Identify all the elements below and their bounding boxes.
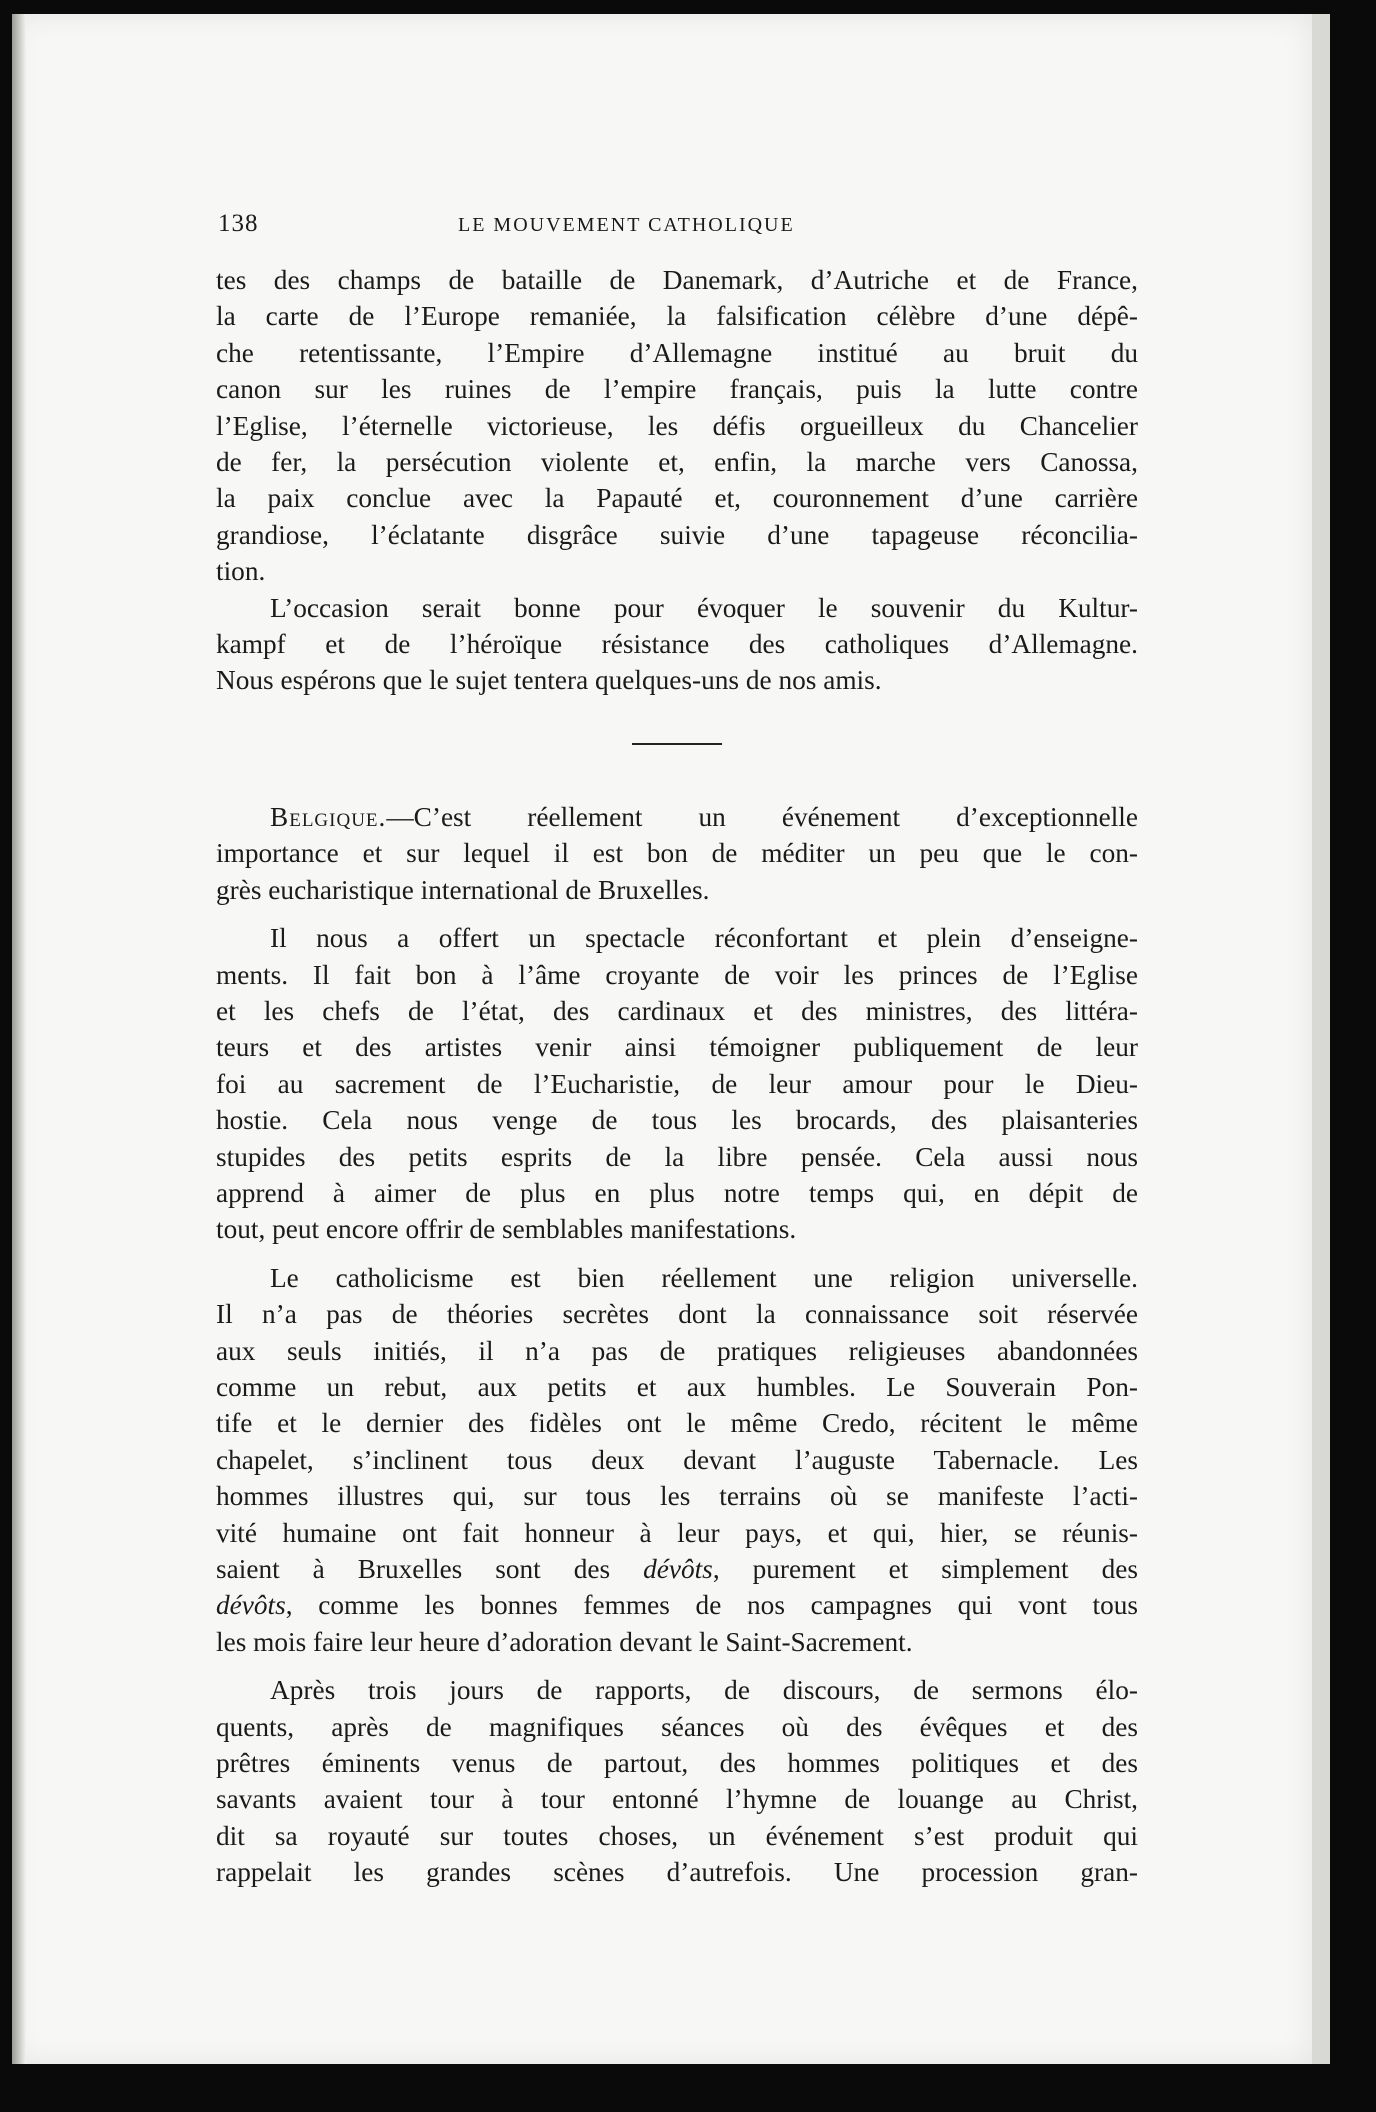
text-line: Nous espérons que le sujet tentera quelques-uns de nos amis. bbox=[216, 665, 882, 696]
text-line: comme un rebut, aux petits et aux humbles. Le Souverain Pon- bbox=[216, 1371, 1138, 1402]
text-line: quents, après de magnifiques séances où des évêques et des bbox=[216, 1711, 1138, 1742]
text-fragment: —C’est réellement un événement d’exceptionnelle bbox=[386, 801, 1138, 832]
section-heading-word: Belgique. bbox=[270, 801, 387, 832]
page-number: 138 bbox=[218, 210, 259, 237]
text-line: foi au sacrement de l’Eucharistie, de leur amour pour le Dieu- bbox=[216, 1068, 1138, 1099]
paragraph-spectacle bbox=[216, 920, 1138, 1248]
running-title: LE MOUVEMENT CATHOLIQUE bbox=[458, 214, 795, 236]
text-line bbox=[216, 799, 1138, 835]
text-line: rappelait les grandes scènes d’autrefois. Une procession gran- bbox=[216, 1857, 1138, 1888]
page-edge bbox=[1312, 14, 1330, 2064]
text-line: canon sur les ruines de l’empire français, puis la lutte contre bbox=[216, 374, 1138, 405]
italic-word: dévôts bbox=[216, 1590, 286, 1621]
text-line: savants avaient tour à tour entonné l’hymne de louange au Christ, bbox=[216, 1784, 1138, 1815]
text-fragment: saient à Bruxelles sont des bbox=[216, 1554, 644, 1584]
text-line: la carte de l’Europe remaniée, la falsification célèbre d’une dépê- bbox=[216, 301, 1138, 332]
text-line: l’Eglise, l’éternelle victorieuse, les défis orgueilleux du Chancelier bbox=[216, 410, 1138, 441]
text-line bbox=[216, 1551, 1138, 1587]
paragraph-kulturkampf bbox=[216, 590, 1138, 699]
text-line: vité humaine ont fait honneur à leur pays, et qui, hier, se réunis- bbox=[216, 1517, 1138, 1548]
text-line: kampf et de l’héroïque résistance des catholiques d’Allemagne. bbox=[216, 629, 1138, 660]
text-fragment: , comme les bonnes femmes de nos campagnes qui vont tous bbox=[285, 1590, 1138, 1621]
section-separator bbox=[632, 743, 722, 745]
text-line: tion. bbox=[216, 556, 266, 587]
paragraph-belgique bbox=[216, 799, 1138, 908]
text-line bbox=[216, 1587, 1138, 1623]
text-line: Il n’a pas de théories secrètes dont la connaissance soit réservée bbox=[216, 1299, 1138, 1330]
text-line: les mois faire leur heure d’adoration devant le Saint-Sacrement. bbox=[216, 1626, 913, 1657]
running-header bbox=[218, 210, 1138, 250]
paragraph-universelle bbox=[216, 1260, 1138, 1660]
text-line: tes des champs de bataille de Danemark, d’Autriche et de France, bbox=[216, 265, 1138, 295]
text-line: ments. Il fait bon à l’âme croyante de voir les princes de l’Eglise bbox=[216, 959, 1138, 990]
text-line: chapelet, s’inclinent tous deux devant l’auguste Tabernacle. Les bbox=[216, 1444, 1138, 1475]
text-line: aux seuls initiés, il n’a pas de pratiques religieuses abandonnées bbox=[216, 1335, 1138, 1366]
text-line: teurs et des artistes venir ainsi témoigner publiquement de leur bbox=[216, 1032, 1138, 1063]
paragraph-procession bbox=[216, 1672, 1138, 1890]
page-body bbox=[216, 262, 1138, 1891]
text-line: Il nous a offert un spectacle réconfortant et plein d’enseigne- bbox=[270, 923, 1138, 954]
text-line: tout, peut encore offrir de semblables manifestations. bbox=[216, 1214, 797, 1245]
text-line: grandiose, l’éclatante disgrâce suivie d’une tapageuse réconcilia- bbox=[216, 519, 1138, 550]
text-line: grès eucharistique international de Bruxelles. bbox=[216, 874, 710, 905]
text-line: Après trois jours de rapports, de discours, de sermons élo- bbox=[270, 1675, 1138, 1706]
text-line: la paix conclue avec la Papauté et, couronnement d’une carrière bbox=[216, 483, 1138, 514]
text-line: hommes illustres qui, sur tous les terrains où se manifeste l’acti- bbox=[216, 1481, 1138, 1512]
text-line: stupides des petits esprits de la libre pensée. Cela aussi nous bbox=[216, 1141, 1138, 1172]
page-gutter bbox=[12, 14, 26, 2064]
text-line: dit sa royauté sur toutes choses, un événement s’est produit qui bbox=[216, 1820, 1138, 1851]
text-line: tife et le dernier des fidèles ont le même Credo, récitent le même bbox=[216, 1408, 1138, 1439]
text-line: de fer, la persécution violente et, enfin, la marche vers Canossa, bbox=[216, 447, 1138, 478]
paragraph-continuation bbox=[216, 262, 1138, 590]
text-line: L’occasion serait bonne pour évoquer le souvenir du Kultur- bbox=[270, 592, 1138, 623]
text-fragment: , purement et simplement des bbox=[712, 1554, 1138, 1584]
text-line: prêtres éminents venus de partout, des hommes politiques et des bbox=[216, 1748, 1138, 1779]
text-line: Le catholicisme est bien réellement une religion universelle. bbox=[270, 1262, 1138, 1293]
text-line: importance et sur lequel il est bon de méditer un peu que le con- bbox=[216, 838, 1138, 869]
text-line: et les chefs de l’état, des cardinaux et des ministres, des littéra- bbox=[216, 995, 1138, 1026]
italic-word: dévôts bbox=[643, 1554, 713, 1584]
text-line: apprend à aimer de plus en plus notre temps qui, en dépit de bbox=[216, 1177, 1138, 1208]
text-line: che retentissante, l’Empire d’Allemagne institué au bruit du bbox=[216, 337, 1138, 368]
text-line: hostie. Cela nous venge de tous les brocards, des plaisanteries bbox=[216, 1105, 1138, 1136]
